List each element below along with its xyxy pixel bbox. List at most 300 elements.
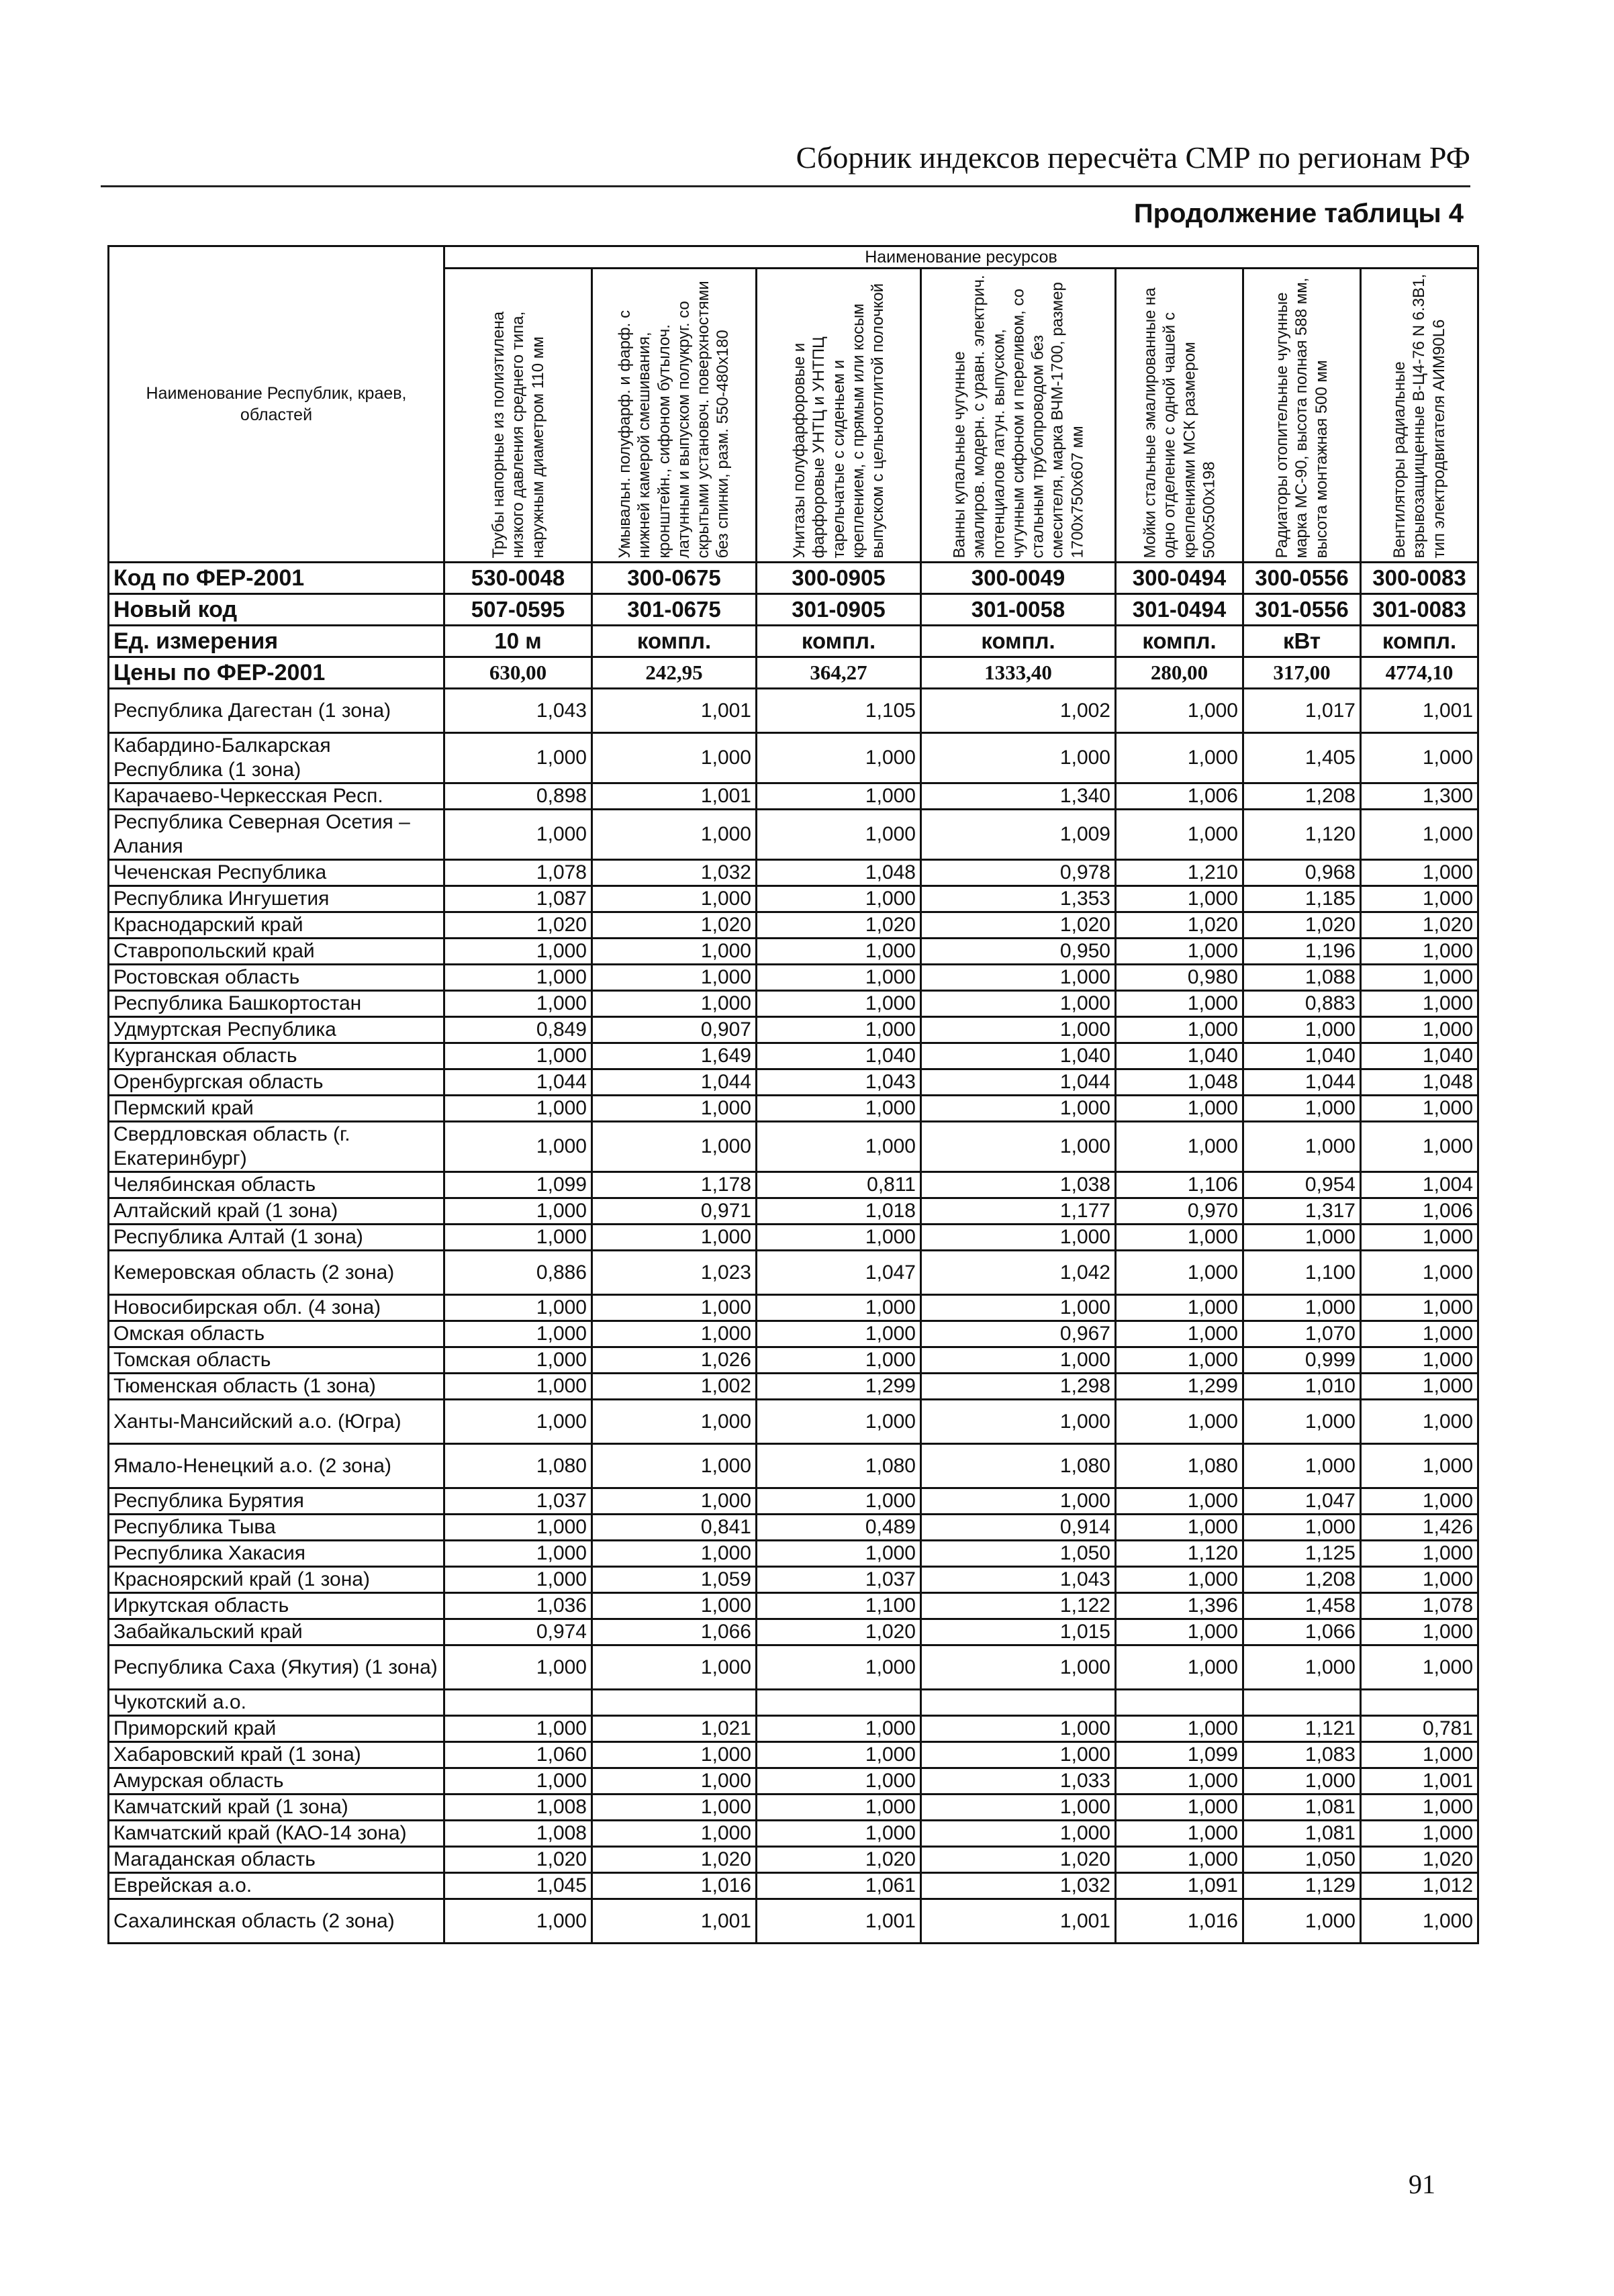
index-value: 1,000 [757,733,921,783]
index-value: 1,000 [921,965,1116,991]
index-value: 1,000 [757,1321,921,1347]
index-value: 1,120 [1116,1541,1243,1567]
table-row [109,1122,1478,1172]
table-row [109,1690,1478,1716]
region-name: Амурская область [109,1768,444,1795]
index-value: 1,000 [1361,1488,1478,1515]
index-value: 1,000 [1361,1645,1478,1690]
table-row [109,1444,1478,1488]
index-value: 1,000 [1243,1899,1361,1944]
region-name: Республика Дагестан (1 зона) [109,689,444,733]
index-value [1116,1690,1243,1716]
region-name: Красноярский край (1 зона) [109,1567,444,1593]
column-header-text: Трубы напорные из полиэтилена низкого давления среднего типа, наружным диаметром 110 мм [489,311,547,558]
index-value: 1,000 [444,1541,592,1567]
index-value: 1,000 [444,1716,592,1742]
region-name: Ростовская область [109,965,444,991]
meta-cell: 10 м [444,626,592,657]
index-value: 1,000 [444,939,592,965]
index-value: 1,000 [1361,733,1478,783]
index-value: 1,000 [444,1122,592,1172]
corner-header: Наименование Республик, краев, областей [109,246,444,563]
meta-cell: 301-0905 [757,594,921,626]
table-row [109,1251,1478,1295]
region-name: Еврейская а.о. [109,1873,444,1899]
index-value: 1,000 [921,1400,1116,1444]
index-value: 1,021 [592,1716,757,1742]
index-value: 0,907 [592,1017,757,1043]
index-value: 1,020 [592,912,757,939]
index-value: 1,000 [1116,1122,1243,1172]
table-row [109,689,1478,733]
table-row [109,1400,1478,1444]
index-value: 1,000 [921,1096,1116,1122]
index-value: 1,000 [592,810,757,860]
index-value: 1,040 [1361,1043,1478,1069]
index-value: 1,000 [592,991,757,1017]
meta-cell: 530-0048 [444,563,592,594]
index-value: 1,000 [1361,1400,1478,1444]
index-value: 1,405 [1243,733,1361,783]
table-caption: Продолжение таблицы 4 [1133,199,1464,228]
index-value: 1,061 [757,1873,921,1899]
index-value: 1,000 [757,1768,921,1795]
index-value: 1,012 [1361,1873,1478,1899]
index-value: 1,000 [1243,1096,1361,1122]
index-value: 0,489 [757,1515,921,1541]
index-value: 1,001 [592,1899,757,1944]
index-value: 1,208 [1243,1567,1361,1593]
index-value: 1,081 [1243,1821,1361,1847]
header-rule [101,185,1470,187]
resources-group-header: Наименование ресурсов [444,246,1478,269]
table-header [109,246,1478,563]
index-value: 1,396 [1116,1593,1243,1619]
index-value: 1,033 [921,1768,1116,1795]
index-value: 1,000 [592,1742,757,1768]
index-value: 1,000 [444,1225,592,1251]
index-value: 0,970 [1116,1198,1243,1225]
region-name: Свердловская область (г. Екатеринбург) [109,1122,444,1172]
index-value: 0,974 [444,1619,592,1645]
region-name: Чукотский а.о. [109,1690,444,1716]
index-value: 1,000 [757,1488,921,1515]
index-value: 1,000 [1116,1225,1243,1251]
meta-row [109,594,1478,626]
index-value: 1,299 [1116,1374,1243,1400]
index-value: 1,016 [1116,1899,1243,1944]
index-value: 1,353 [921,886,1116,912]
table-row [109,1847,1478,1873]
index-value: 1,000 [921,1742,1116,1768]
meta-cell: 301-0556 [1243,594,1361,626]
index-value: 1,001 [1361,1768,1478,1795]
index-value: 1,001 [921,1899,1116,1944]
index-value: 1,044 [444,1069,592,1096]
page-number: 91 [1409,2169,1435,2199]
table-row [109,1645,1478,1690]
index-value: 1,037 [757,1567,921,1593]
index-value: 1,000 [1116,886,1243,912]
index-value: 1,000 [757,1400,921,1444]
index-value: 1,032 [921,1873,1116,1899]
index-value: 1,026 [592,1347,757,1374]
index-value: 1,000 [1116,1400,1243,1444]
index-value: 1,000 [757,1716,921,1742]
index-value: 1,020 [921,912,1116,939]
index-value: 1,340 [921,783,1116,810]
table-row [109,1295,1478,1321]
meta-cell: 280,00 [1116,657,1243,689]
meta-cell: 317,00 [1243,657,1361,689]
meta-cell: 300-0675 [592,563,757,594]
index-value: 1,043 [757,1069,921,1096]
region-name: Алтайский край (1 зона) [109,1198,444,1225]
index-value: 1,004 [1361,1172,1478,1198]
index-value: 1,002 [592,1374,757,1400]
region-name: Республика Саха (Якутия) (1 зона) [109,1645,444,1690]
meta-cell: 301-0675 [592,594,757,626]
index-value: 1,000 [1361,1251,1478,1295]
meta-cell: 300-0556 [1243,563,1361,594]
table-row [109,1043,1478,1069]
index-value: 1,099 [444,1172,592,1198]
region-name: Тюменская область (1 зона) [109,1374,444,1400]
index-value: 1,649 [592,1043,757,1069]
index-value: 1,000 [1116,810,1243,860]
index-value: 1,038 [921,1172,1116,1198]
index-value: 1,000 [757,939,921,965]
index-value: 1,000 [1361,1795,1478,1821]
index-value: 0,999 [1243,1347,1361,1374]
table-row [109,783,1478,810]
index-value: 1,000 [1116,1251,1243,1295]
index-value: 1,177 [921,1198,1116,1225]
index-value: 1,000 [1116,1096,1243,1122]
index-value: 1,125 [1243,1541,1361,1567]
index-value: 1,000 [921,1795,1116,1821]
index-value: 1,000 [1116,1619,1243,1645]
index-value: 1,001 [592,783,757,810]
index-value: 1,000 [444,810,592,860]
index-value: 1,078 [444,860,592,886]
table-row [109,1821,1478,1847]
index-value: 1,000 [1361,1225,1478,1251]
index-value [592,1690,757,1716]
region-name: Республика Северная Осетия – Алания [109,810,444,860]
index-value: 1,000 [757,991,921,1017]
index-value: 1,105 [757,689,921,733]
index-value: 1,000 [1243,1295,1361,1321]
index-value: 1,000 [1243,1645,1361,1690]
meta-cell: компл. [921,626,1116,657]
index-value: 1,078 [1361,1593,1478,1619]
index-value: 0,883 [1243,991,1361,1017]
index-value: 1,458 [1243,1593,1361,1619]
region-name: Ямало-Ненецкий а.о. (2 зона) [109,1444,444,1488]
index-value: 1,000 [757,1742,921,1768]
index-value: 1,000 [757,965,921,991]
index-value: 1,000 [444,1347,592,1374]
index-value: 1,009 [921,810,1116,860]
index-value: 1,000 [592,733,757,783]
index-value: 1,000 [592,1645,757,1690]
region-name: Камчатский край (1 зона) [109,1795,444,1821]
index-value: 1,000 [1361,1122,1478,1172]
index-value [1243,1690,1361,1716]
index-value: 1,000 [1243,1122,1361,1172]
index-value: 1,020 [757,912,921,939]
region-name: Сахалинская область (2 зона) [109,1899,444,1944]
index-value [757,1690,921,1716]
index-value: 1,080 [1116,1444,1243,1488]
index-value: 1,000 [1116,1321,1243,1347]
meta-cell: 300-0083 [1361,563,1478,594]
table-row [109,991,1478,1017]
column-header-6 [1243,269,1361,563]
table-row [109,965,1478,991]
region-name: Республика Тыва [109,1515,444,1541]
region-name: Забайкальский край [109,1619,444,1645]
index-value: 1,080 [921,1444,1116,1488]
index-value: 1,000 [1243,1515,1361,1541]
region-name: Республика Бурятия [109,1488,444,1515]
index-value: 1,000 [592,1488,757,1515]
index-value: 1,048 [757,860,921,886]
index-value: 1,000 [592,1593,757,1619]
index-value: 1,000 [1116,1645,1243,1690]
index-value: 1,044 [592,1069,757,1096]
index-value: 1,000 [592,1122,757,1172]
index-value: 1,000 [444,1043,592,1069]
index-value: 1,100 [757,1593,921,1619]
index-value: 1,001 [1361,689,1478,733]
index-value: 1,000 [444,1567,592,1593]
meta-row [109,657,1478,689]
index-value: 1,020 [757,1619,921,1645]
region-name: Камчатский край (КАО-14 зона) [109,1821,444,1847]
index-value: 1,032 [592,860,757,886]
index-value: 1,016 [592,1873,757,1899]
meta-label: Новый код [109,594,444,626]
region-name: Новосибирская обл. (4 зона) [109,1295,444,1321]
index-table [107,245,1479,1944]
table-row [109,1374,1478,1400]
index-value: 1,000 [921,1488,1116,1515]
index-value: 1,426 [1361,1515,1478,1541]
index-value [444,1690,592,1716]
index-value: 1,000 [1116,1295,1243,1321]
index-value: 1,008 [444,1795,592,1821]
index-value: 1,000 [1243,1225,1361,1251]
index-value: 1,001 [757,1899,921,1944]
index-value: 1,000 [921,733,1116,783]
index-value: 1,000 [592,1821,757,1847]
index-value: 1,000 [1116,1821,1243,1847]
column-header-2 [592,269,757,563]
index-value: 1,000 [1361,860,1478,886]
index-value: 1,000 [444,1899,592,1944]
index-value: 1,044 [1243,1069,1361,1096]
meta-cell: 301-0083 [1361,594,1478,626]
region-name: Кабардино-Балкарская Республика (1 зона) [109,733,444,783]
index-value: 1,000 [444,1321,592,1347]
index-value: 1,000 [1116,991,1243,1017]
index-value: 1,048 [1361,1069,1478,1096]
index-value: 1,087 [444,886,592,912]
index-value: 1,000 [592,1444,757,1488]
table-row [109,1198,1478,1225]
index-value: 1,000 [1361,1321,1478,1347]
index-value: 1,002 [921,689,1116,733]
index-value: 1,000 [444,1096,592,1122]
index-value: 1,080 [444,1444,592,1488]
index-value: 1,000 [444,1400,592,1444]
region-name: Хабаровский край (1 зона) [109,1742,444,1768]
index-value: 1,091 [1116,1873,1243,1899]
column-header-text: Вентиляторы радиальные взрывозащищенные В-Ц4-76 N 6.3В1, тип электродвигателя АИМ90L6 [1390,273,1448,558]
table-row [109,1096,1478,1122]
index-value: 1,000 [757,810,921,860]
index-value: 1,000 [1116,1847,1243,1873]
index-value: 1,208 [1243,783,1361,810]
index-value: 1,000 [1116,1515,1243,1541]
index-value: 1,000 [921,1716,1116,1742]
region-name: Республика Ингушетия [109,886,444,912]
region-name: Магаданская область [109,1847,444,1873]
region-name: Республика Хакасия [109,1541,444,1567]
meta-cell: 630,00 [444,657,592,689]
data-rows [109,689,1478,1944]
index-value: 1,185 [1243,886,1361,912]
table-row [109,733,1478,783]
index-value: 1,036 [444,1593,592,1619]
index-value: 1,040 [757,1043,921,1069]
index-value: 1,000 [1116,1795,1243,1821]
meta-cell: 1333,40 [921,657,1116,689]
index-value: 1,000 [592,1321,757,1347]
index-value: 1,000 [592,965,757,991]
table-row [109,1768,1478,1795]
region-name: Омская область [109,1321,444,1347]
index-value: 1,006 [1361,1198,1478,1225]
index-value: 1,000 [444,1515,592,1541]
index-value: 1,000 [757,1821,921,1847]
meta-row [109,563,1478,594]
index-value: 1,000 [921,1347,1116,1374]
index-value: 1,000 [757,1541,921,1567]
index-value: 1,300 [1361,783,1478,810]
column-header-text: Радиаторы отопительные чугунные марка МС-90, высота полная 588 мм, высота монтажная 500 мм [1273,277,1331,558]
index-value: 1,017 [1243,689,1361,733]
table-row [109,1716,1478,1742]
meta-label: Код по ФЕР-2001 [109,563,444,594]
index-value: 0,954 [1243,1172,1361,1198]
column-header-text: Умывальн. полуфарф. и фарф. с нижней камерой смешивания, кронштейн., сифоном бутылоч. латунным и выпуском полукруг. со скрытыми установоч. поверхностями без спинки, разм. 550-480х180 [616,280,732,558]
index-value: 1,020 [592,1847,757,1873]
index-value: 0,849 [444,1017,592,1043]
index-value: 0,971 [592,1198,757,1225]
index-value: 1,000 [444,1768,592,1795]
meta-row [109,626,1478,657]
index-value: 1,000 [757,1645,921,1690]
meta-cell: 4774,10 [1361,657,1478,689]
meta-cell: 364,27 [757,657,921,689]
index-value: 1,000 [1116,1716,1243,1742]
index-value: 1,042 [921,1251,1116,1295]
index-value: 1,006 [1116,783,1243,810]
index-value: 1,020 [1116,912,1243,939]
region-name: Томская область [109,1347,444,1374]
column-header-1 [444,269,592,563]
meta-cell: компл. [592,626,757,657]
index-value: 1,000 [444,1645,592,1690]
table-row [109,1873,1478,1899]
region-name: Курганская область [109,1043,444,1069]
meta-cell: 301-0494 [1116,594,1243,626]
index-value: 0,967 [921,1321,1116,1347]
index-value: 1,059 [592,1567,757,1593]
meta-cell: 300-0049 [921,563,1116,594]
index-value: 1,129 [1243,1873,1361,1899]
column-header-4 [921,269,1116,563]
column-header-5 [1116,269,1243,563]
index-value: 1,043 [921,1567,1116,1593]
index-value: 0,950 [921,939,1116,965]
column-header-text: Унитазы полуфарфоровые и фарфоровые УНТЦ и УНТПЦ тарельчатые с сиденьем и креплением, с прямым или косым выпуском с цельноотлитой полочкой [790,283,887,558]
index-value: 1,040 [1243,1043,1361,1069]
index-value: 1,000 [921,1821,1116,1847]
table-row [109,1017,1478,1043]
index-value: 1,000 [757,1795,921,1821]
index-value: 1,047 [757,1251,921,1295]
index-value: 1,000 [592,1795,757,1821]
index-value: 1,020 [444,1847,592,1873]
meta-cell: 242,95 [592,657,757,689]
column-header-7 [1361,269,1478,563]
index-value: 1,083 [1243,1742,1361,1768]
index-value: 1,060 [444,1742,592,1768]
index-value: 1,020 [757,1847,921,1873]
index-value: 1,000 [592,1541,757,1567]
index-value: 1,000 [592,1096,757,1122]
index-value: 1,048 [1116,1069,1243,1096]
table-row [109,1593,1478,1619]
index-value: 1,081 [1243,1795,1361,1821]
index-value: 1,045 [444,1873,592,1899]
region-name: Ханты-Мансийский а.о. (Югра) [109,1400,444,1444]
index-value: 1,000 [592,1225,757,1251]
table-row [109,1742,1478,1768]
region-name: Оренбургская область [109,1069,444,1096]
index-value: 1,000 [1361,939,1478,965]
index-value: 1,000 [921,1225,1116,1251]
index-value: 0,841 [592,1515,757,1541]
region-name: Республика Башкортостан [109,991,444,1017]
region-name: Челябинская область [109,1172,444,1198]
index-value: 1,106 [1116,1172,1243,1198]
region-name: Удмуртская Республика [109,1017,444,1043]
region-name: Ставропольский край [109,939,444,965]
index-value: 1,000 [1361,886,1478,912]
index-value: 1,000 [1361,1821,1478,1847]
region-name: Республика Алтай (1 зона) [109,1225,444,1251]
column-header-text: Ванны купальные чугунные эмалиров. модерн. с уравн. электрич. потенциалов латун. выпуском, чугунным сифоном и переливом, со стальным трубопроводом без смесителя, марка ВЧМ-1700, размер 1700х750х607 мм [950,274,1086,558]
table-row [109,1567,1478,1593]
table-row [109,1541,1478,1567]
table-row [109,1172,1478,1198]
index-value: 1,196 [1243,939,1361,965]
